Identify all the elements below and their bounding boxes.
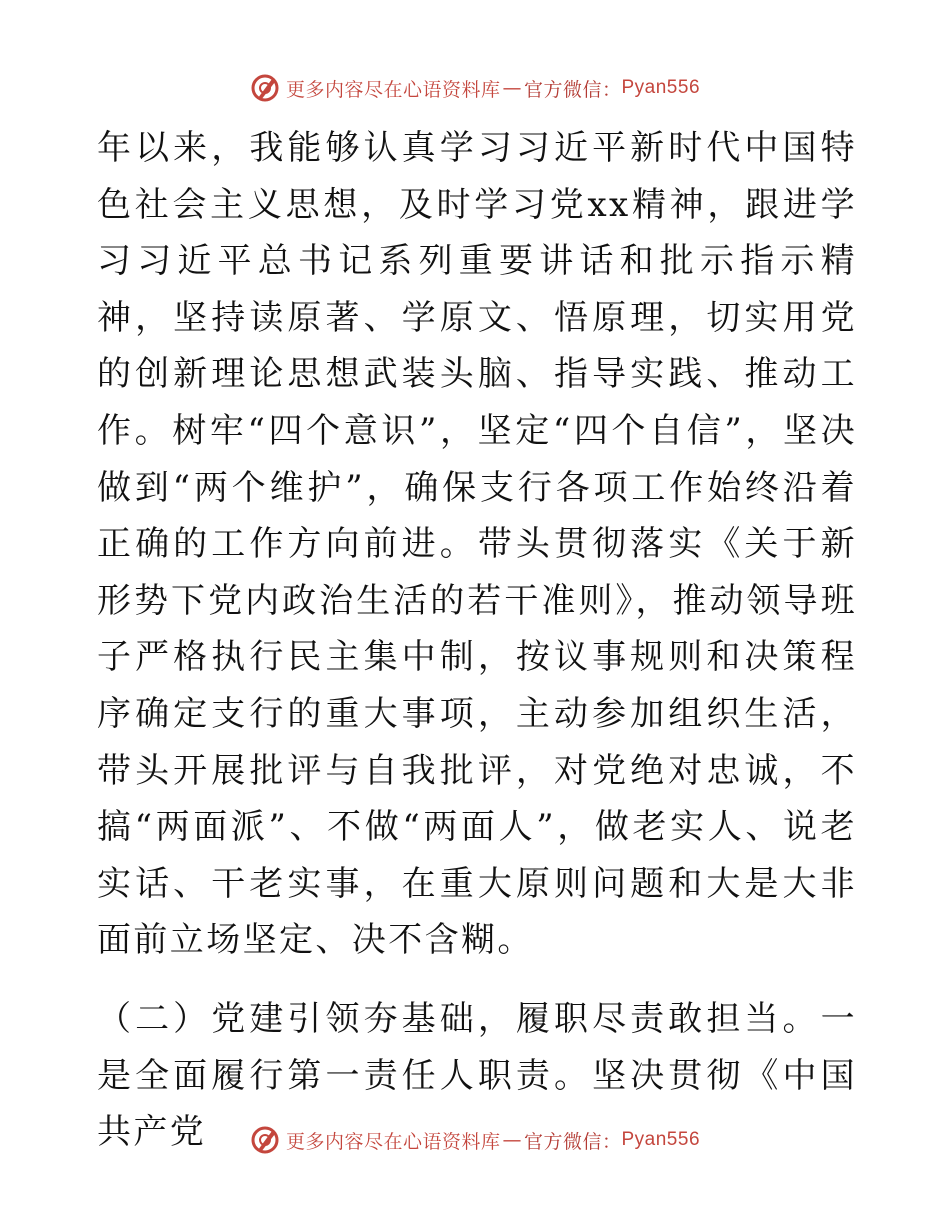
watermark-account: Pyan556 bbox=[621, 1129, 701, 1150]
document-body bbox=[97, 120, 857, 1161]
watermark-official-label: 官方微信： bbox=[523, 1130, 622, 1153]
footer-watermark bbox=[0, 1120, 950, 1160]
watermark-account: Pyan556 bbox=[621, 77, 701, 98]
watermark-separator: — bbox=[502, 1129, 522, 1151]
paragraph-2: （二）党建引领夯基础，履职尽责敢担当。一是全面履行第一责任人职责。坚决贯彻《中国共产党 bbox=[97, 998, 857, 1153]
watermark-separator: — bbox=[502, 77, 522, 99]
watermark-official-label: 官方微信： bbox=[523, 78, 622, 101]
paragraph-1: 年以来，我能够认真学习习近平新时代中国特色社会主义思想，及时学习党xx精神，跟进学习习近平总书记系列重要讲话和批示指示精神，坚持读原著、学原文、悟原理，切实用党的创新理论思想武装头脑、指导实践、推动工作。树牢“四个意识”，坚定“四个自信”，坚决做到“两个维护”，确保支行各项工作始终沿着正确的工作方向前进。带头贯彻落实《关于新形势下党内政治生活的若干准则》，推动领导班子严格执行民主集中制，按议事规则和决策程序确定支行的重大事项，主动参加组织生活，带头开展批评与自我批评，对党绝对忠诚，不搞“两面派”、不做“两面人”，做老实人、说老实话、干老实事，在重大原则问题和大是大非面前立场坚定、决不含糊。 bbox=[97, 128, 857, 961]
pen-circle-logo-icon bbox=[250, 73, 280, 103]
pen-circle-logo-icon bbox=[250, 1125, 280, 1155]
watermark-text: 更多内容尽在心语资料库 bbox=[285, 78, 501, 101]
watermark-text: 更多内容尽在心语资料库 bbox=[285, 1130, 501, 1153]
header-watermark bbox=[0, 68, 950, 108]
